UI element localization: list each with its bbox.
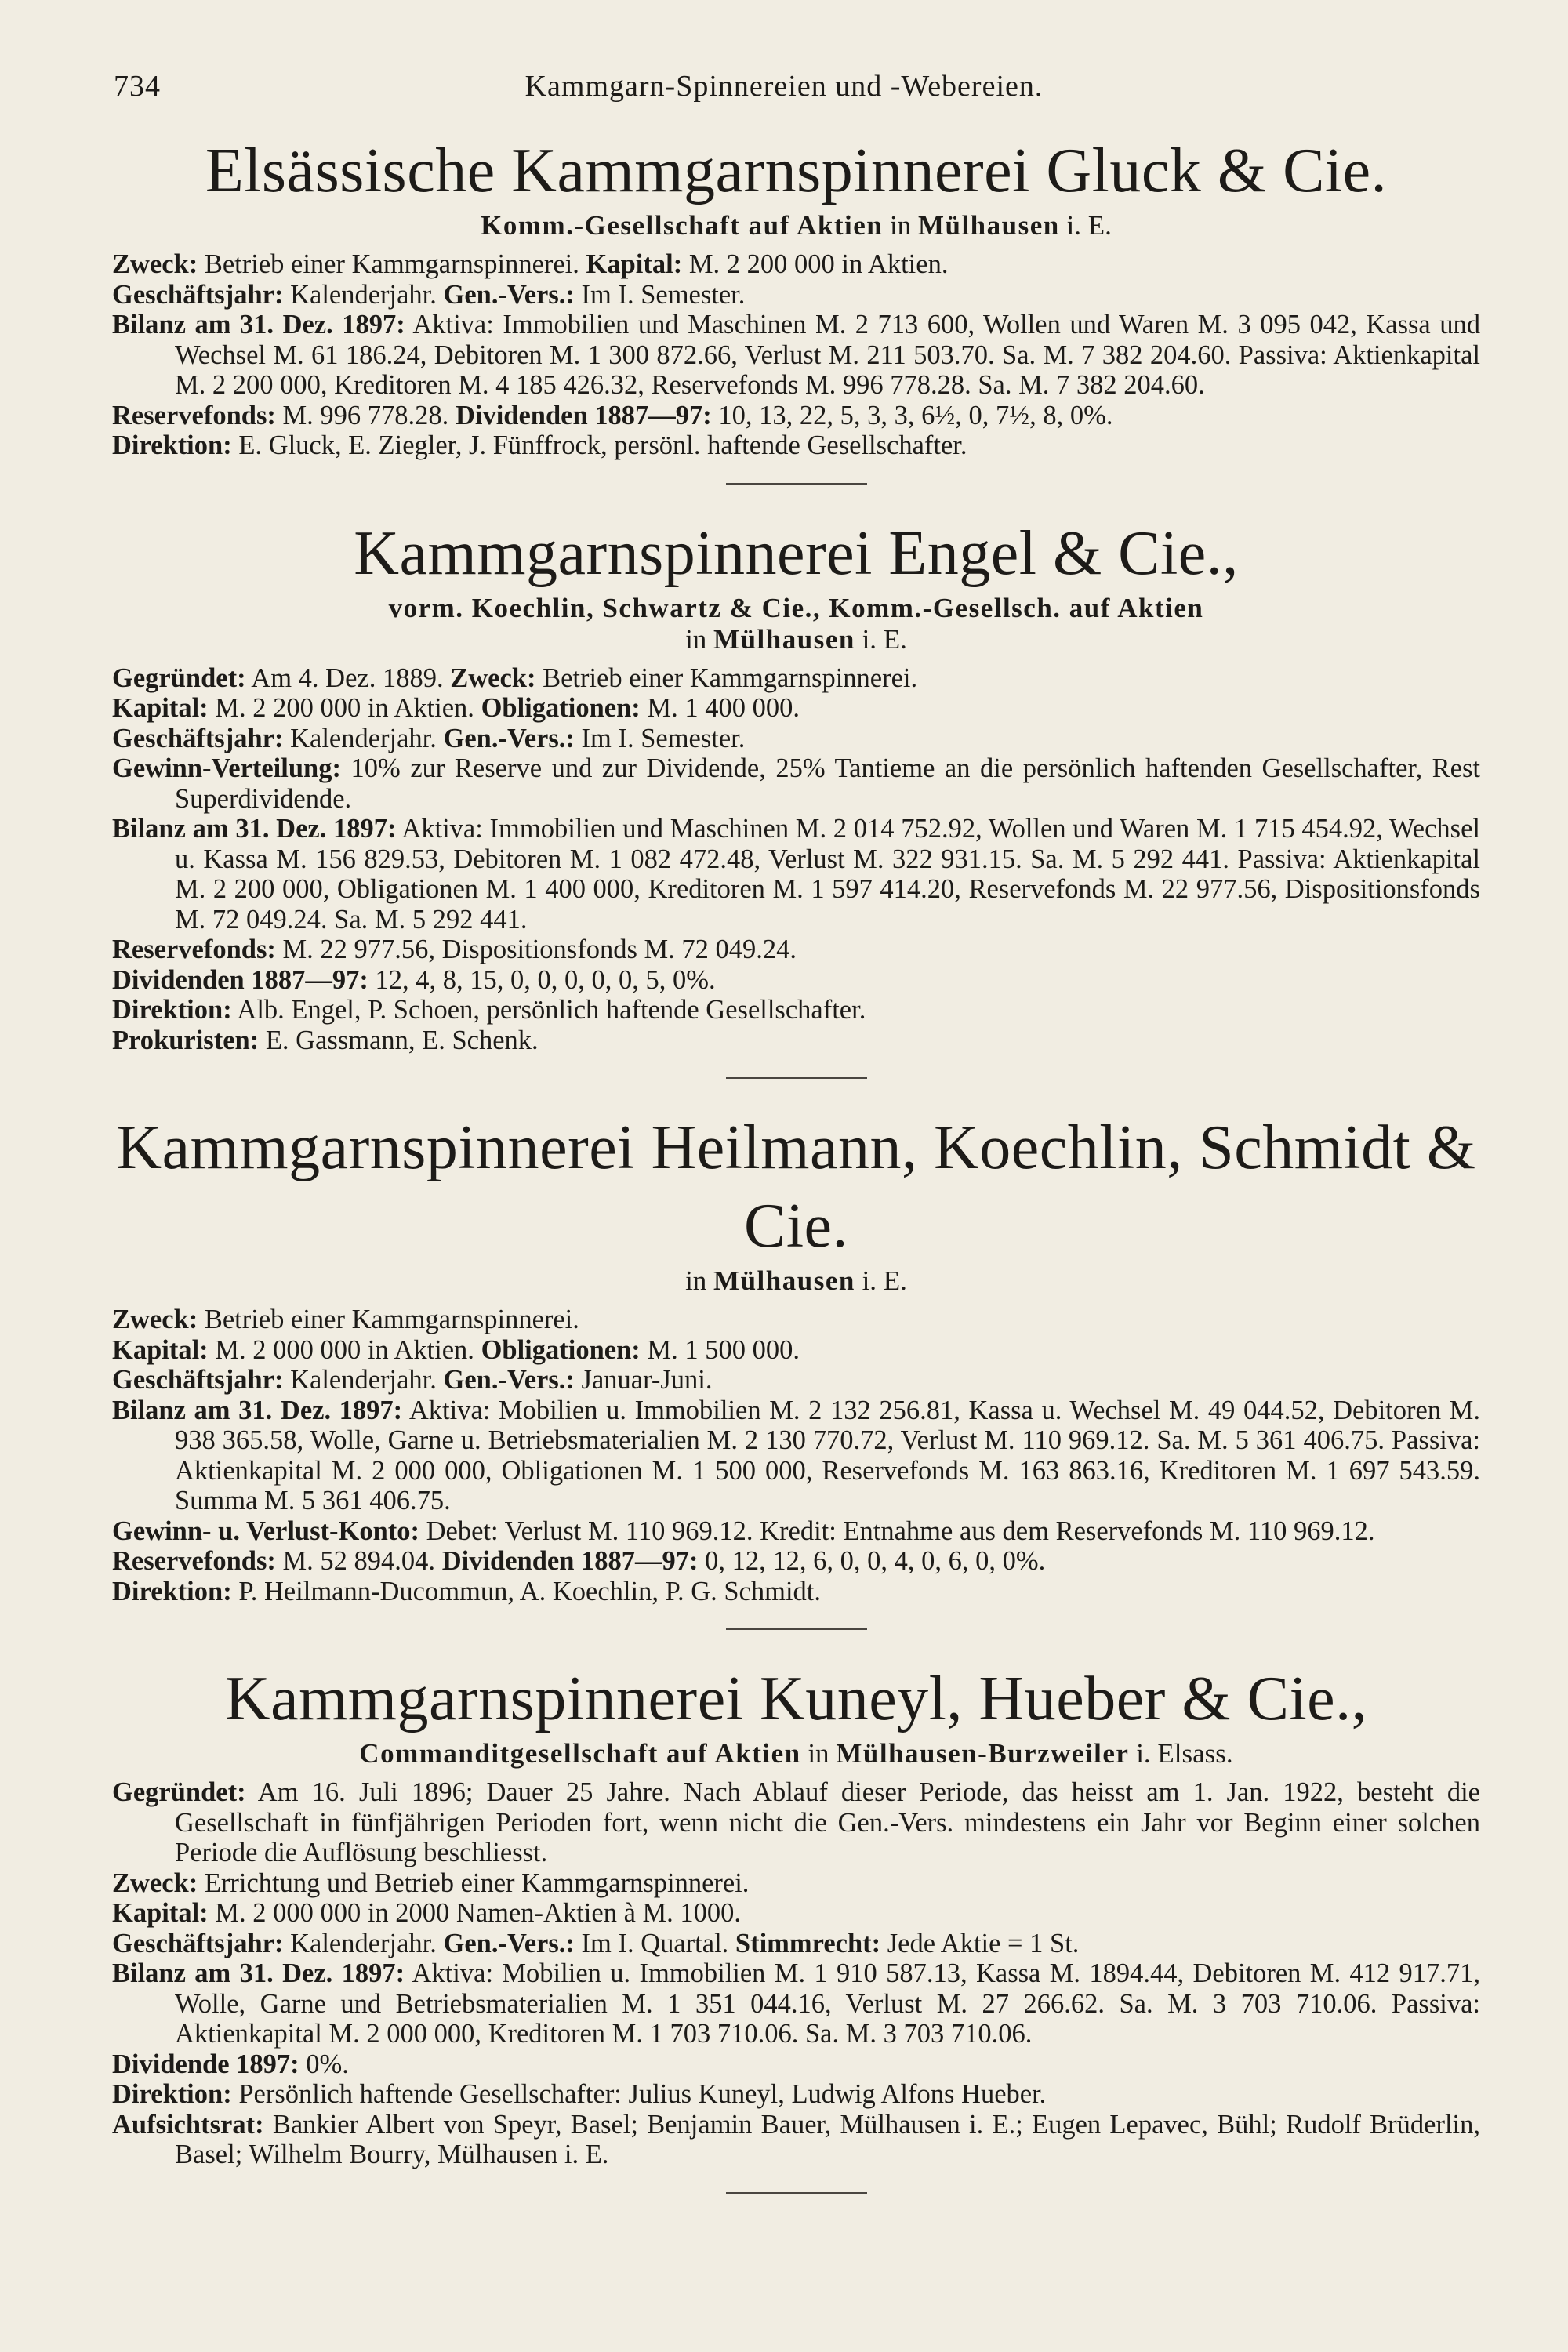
- entry-text: E. Gassmann, E. Schenk.: [259, 1025, 539, 1055]
- entry-line: [112, 1777, 1480, 1868]
- entry-list: [112, 249, 1480, 461]
- entry-label: Bilanz am 31. Dez. 1897:: [112, 1395, 403, 1425]
- entry-label: Geschäftsjahr:: [112, 1365, 284, 1395]
- company-location: Mülhausen: [917, 210, 1060, 241]
- subtitle-connector: in: [685, 623, 714, 655]
- entry-label: Direktion:: [112, 995, 232, 1025]
- entry-text: 10% zur Reserve und zur Dividende, 25% Tantieme an die persönlich haftenden Gesellschafter, Rest Superdividende.: [175, 753, 1480, 814]
- entry-label: Reservefonds:: [112, 400, 276, 430]
- entry-label: Dividenden 1887—97:: [455, 400, 712, 430]
- entry-text: 12, 4, 8, 15, 0, 0, 0, 0, 0, 5, 0%.: [368, 964, 716, 995]
- entry-label: Obligationen:: [481, 693, 641, 723]
- entry-text: Im I. Semester.: [574, 279, 746, 310]
- entry-label: Reservefonds:: [112, 1546, 276, 1576]
- entry-line: [112, 965, 1480, 996]
- entry-label: Dividenden 1887—97:: [112, 964, 368, 995]
- subtitle-tail: i. E.: [855, 623, 907, 655]
- entry-label: Geschäftsjahr:: [112, 1928, 284, 1958]
- entry-label: Prokuristen:: [112, 1025, 260, 1055]
- entry-line: [112, 1898, 1480, 1929]
- entry-label: Gegründet:: [112, 1777, 246, 1807]
- entry-line: [112, 1929, 1480, 1959]
- entry-label: Dividenden 1887—97:: [441, 1546, 699, 1576]
- entry-text: M. 2 000 000 in 2000 Namen-Aktien à M. 1000.: [208, 1898, 742, 1928]
- entry-label: Stimmrecht:: [735, 1928, 881, 1958]
- entry-list: [112, 1777, 1480, 2170]
- subtitle-tail: i. E.: [855, 1265, 907, 1296]
- subtitle-connector: in: [685, 1265, 714, 1296]
- entry-label: Direktion:: [112, 1576, 232, 1606]
- entry-line: [112, 1516, 1480, 1547]
- entry-list: [112, 1305, 1480, 1606]
- entry-label: Zweck:: [450, 662, 536, 693]
- entry-label: Bilanz am 31. Dez. 1897:: [112, 310, 405, 339]
- entry-text: M. 2 200 000 in Aktien.: [208, 693, 481, 723]
- entry-text: M. 1 400 000.: [640, 693, 800, 723]
- page-number: 734: [114, 70, 161, 103]
- entry-line: [112, 753, 1480, 814]
- entry-label: Kapital:: [112, 693, 209, 723]
- entry-label: Reservefonds:: [112, 935, 276, 964]
- entry-line: [112, 1365, 1480, 1396]
- entry-label: Dividende 1897:: [112, 2049, 299, 2079]
- company-entry: [112, 514, 1480, 1080]
- entry-line: [112, 1546, 1480, 1577]
- entry-label: Gewinn- u. Verlust-Konto:: [112, 1515, 419, 1546]
- entry-label: Gen.-Vers.:: [443, 1928, 575, 1958]
- entry-text: M. 22 977.56, Dispositionsfonds M. 72 049.24.: [275, 935, 797, 964]
- entry-label: Gen.-Vers.:: [443, 279, 575, 310]
- entry-text: Kalenderjahr.: [283, 1365, 444, 1395]
- entry-text: Aktiva: Immobilien und Maschinen M. 2 014 752.92, Wollen und Waren M. 1 715 454.92, Wechsel u. Kassa M. 156 829.53, Debitoren M. 1 082 472.48, Verlust M. 322 931.15. Sa. M. 5 292 441. Passiva: Aktienkapital M. 2 200 000, Obligationen M. 1 400 000, Kreditoren M. 1 597 414.20, Reservefonds M. 22 977.56, Dispositionsfonds M. 72 049.24. Sa. M. 5 292 441.: [175, 814, 1480, 935]
- entry-text: 0, 12, 12, 6, 0, 0, 4, 0, 6, 0, 0%.: [698, 1546, 1046, 1576]
- entry-label: Kapital:: [112, 1334, 209, 1365]
- entry-text: Betrieb einer Kammgarnspinnerei.: [198, 1305, 579, 1334]
- entry-label: Direktion:: [112, 430, 232, 460]
- entry-text: Aktiva: Mobilien u. Immobilien M. 2 132 256.81, Kassa u. Wechsel M. 49 044.52, Debitoren M. 938 365.58, Wolle, Garne u. Betriebsmaterialien M. 2 130 770.72, Verlust M. 110 969.12. Sa. M. 5 361 406.75. Passiva: Aktienkapital M. 2 000 000, Obligationen M. 1 500 000, Reservefonds M. 163 863.16, Kreditoren M. 1 697 543.59. Summa M. 5 361 406.75.: [175, 1395, 1480, 1515]
- entry-text: Aktiva: Mobilien u. Immobilien M. 1 910 587.13, Kassa M. 1894.44, Debitoren M. 412 917.71, Wolle, Garne und Betriebsmaterialien M. 1 351 044.16, Verlust M. 27 266.62. Sa. M. 3 703 710.06. Passiva: Aktienkapital M. 2 000 000, Kreditoren M. 1 703 710.06. Sa. M. 3 703 710.06.: [175, 1958, 1481, 2049]
- entry-text: M. 2 200 000 in Aktien.: [682, 249, 949, 279]
- company-entry: [112, 1109, 1480, 1630]
- running-title: Kammgarn-Spinnereien und -Webereien.: [524, 70, 1044, 103]
- entry-text: Am 16. Juli 1896; Dauer 25 Jahre. Nach Ablauf dieser Periode, das heisst am 1. Jan. 1922, besteht die Gesellschaft in fünfjährigen Perioden fort, wenn nicht die Gen.-Vers. mindestens ein Jahr vor Beginn einer solchen Periode die Auflösung beschliesst.: [175, 1777, 1480, 1867]
- entry-text: Jede Aktie = 1 St.: [880, 1928, 1080, 1958]
- entry-text: Persönlich haftende Gesellschafter: Julius Kuneyl, Ludwig Alfons Hueber.: [231, 2079, 1047, 2109]
- subtitle-tail: i. Elsass.: [1129, 1738, 1233, 1769]
- company-subtitle: [112, 593, 1480, 624]
- entry-text: Im I. Quartal.: [574, 1928, 735, 1958]
- subtitle-connector: in: [883, 210, 918, 241]
- entry-line: [112, 663, 1480, 694]
- subtitle-tail: i. E.: [1059, 210, 1112, 241]
- company-title: Kammgarnspinnerei Engel & Cie.,: [354, 518, 1239, 588]
- company-subtitle: [112, 1265, 1480, 1297]
- entry-line: [112, 1396, 1480, 1516]
- company-title: Kammgarnspinnerei Kuneyl, Hueber & Cie.,: [224, 1664, 1368, 1733]
- entry-text: Aktiva: Immobilien und Maschinen M. 2 713 600, Wollen und Waren M. 3 095 042, Kassa und Wechsel M. 61 186.24, Debitoren M. 1 300 872.66, Verlust M. 211 503.70. Sa. M. 7 382 204.60. Passiva: Aktienkapital M. 2 200 000, Kreditoren M. 4 185 426.32, Reservefonds M. 996 778.28. Sa. M. 7 382 204.60.: [175, 310, 1480, 400]
- company-location: Mülhausen-Burzweiler: [836, 1738, 1130, 1769]
- section-divider: [726, 1628, 867, 1630]
- entry-line: [112, 2079, 1480, 2110]
- company-subtitle-location: [112, 624, 1480, 655]
- entry-label: Geschäftsjahr:: [112, 723, 284, 753]
- company-location: Mülhausen: [713, 623, 855, 655]
- entry-text: Debet: Verlust M. 110 969.12. Kredit: Entnahme aus dem Reservefonds M. 110 969.12.: [419, 1515, 1375, 1546]
- entry-label: Aufsichtsrat:: [112, 2109, 264, 2140]
- section-divider: [726, 2192, 867, 2194]
- company-entry: [112, 132, 1480, 485]
- entry-text: M. 2 000 000 in Aktien.: [208, 1334, 481, 1365]
- entry-text: 0%.: [299, 2049, 349, 2079]
- entry-line: [112, 1335, 1480, 1366]
- company-form: Komm.-Gesellschaft auf Aktien: [481, 210, 884, 241]
- entry-label: Zweck:: [112, 1305, 198, 1334]
- company-form: vorm. Koechlin, Schwartz & Cie., Komm.-Gesellsch. auf Aktien: [388, 592, 1204, 623]
- entry-label: Bilanz am 31. Dez. 1897:: [112, 1958, 405, 1988]
- entry-label: Kapital:: [112, 1898, 209, 1928]
- subtitle-connector: in: [800, 1738, 837, 1769]
- company-location: Mülhausen: [713, 1265, 855, 1296]
- entry-line: [112, 2110, 1480, 2170]
- entry-text: 10, 13, 22, 5, 3, 3, 6½, 0, 7½, 8, 0%.: [711, 400, 1113, 430]
- company-title: Kammgarnspinnerei Heilmann, Koechlin, Schmidt & Cie.: [116, 1113, 1476, 1261]
- entry-list: [112, 663, 1480, 1056]
- entry-line: [112, 995, 1480, 1025]
- entry-label: Gen.-Vers.:: [443, 723, 575, 753]
- company-subtitle: [112, 210, 1480, 241]
- entry-line: [112, 430, 1480, 461]
- company-form: Commanditgesellschaft auf Aktien: [359, 1738, 801, 1769]
- entry-line: [112, 814, 1480, 935]
- entry-line: [112, 401, 1480, 431]
- entry-label: Zweck:: [112, 249, 198, 279]
- entry-text: Betrieb einer Kammgarnspinnerei.: [535, 662, 918, 693]
- entry-line: [112, 935, 1480, 965]
- entry-text: M. 52 894.04.: [275, 1546, 442, 1576]
- entry-text: Errichtung und Betrieb einer Kammgarnspinnerei.: [198, 1867, 750, 1898]
- entry-label: Zweck:: [112, 1867, 198, 1898]
- entry-text: Am 4. Dez. 1889.: [245, 662, 451, 693]
- company-title: Elsässische Kammgarnspinnerei Gluck & Cie.: [205, 136, 1388, 205]
- entry-line: [112, 249, 1480, 280]
- company-listings: [112, 132, 1480, 2223]
- entry-text: Betrieb einer Kammgarnspinnerei.: [198, 249, 586, 279]
- entry-line: [112, 2049, 1480, 2080]
- entry-line: [112, 1958, 1480, 2049]
- section-divider: [726, 1077, 867, 1079]
- entry-line: [112, 1868, 1480, 1899]
- entry-label: Kapital:: [586, 249, 683, 279]
- entry-line: [112, 310, 1480, 401]
- entry-line: [112, 693, 1480, 724]
- entry-text: M. 996 778.28.: [275, 400, 456, 430]
- entry-label: Gewinn-Verteilung:: [112, 753, 341, 783]
- entry-label: Obligationen:: [481, 1334, 641, 1365]
- entry-text: Alb. Engel, P. Schoen, persönlich haftende Gesellschafter.: [231, 995, 866, 1025]
- company-subtitle: [112, 1738, 1480, 1769]
- entry-text: Im I. Semester.: [574, 723, 746, 753]
- entry-text: Kalenderjahr.: [283, 279, 444, 310]
- entry-line: [112, 280, 1480, 310]
- entry-label: Bilanz am 31. Dez. 1897:: [112, 814, 397, 844]
- entry-text: Kalenderjahr.: [283, 1928, 444, 1958]
- entry-text: Bankier Albert von Speyr, Basel; Benjamin Bauer, Mülhausen i. E.; Eugen Lepavec, Bühl; Rudolf Brüderlin, Basel; Wilhelm Bourry, Mülhausen i. E.: [175, 2109, 1480, 2169]
- entry-line: [112, 724, 1480, 754]
- entry-line: [112, 1025, 1480, 1056]
- entry-line: [112, 1577, 1480, 1607]
- entry-line: [112, 1305, 1480, 1335]
- entry-label: Direktion:: [112, 2079, 232, 2109]
- entry-text: Januar-Juni.: [574, 1365, 713, 1395]
- entry-text: M. 1 500 000.: [640, 1334, 800, 1365]
- entry-label: Gegründet:: [112, 662, 246, 693]
- company-entry: [112, 1660, 1480, 2194]
- entry-label: Geschäftsjahr:: [112, 279, 284, 310]
- entry-text: P. Heilmann-Ducommun, A. Koechlin, P. G. Schmidt.: [231, 1576, 822, 1606]
- section-divider: [726, 483, 867, 485]
- entry-label: Gen.-Vers.:: [443, 1365, 575, 1395]
- entry-text: Kalenderjahr.: [283, 723, 444, 753]
- entry-text: E. Gluck, E. Ziegler, J. Fünffrock, persönl. haftende Gesellschafter.: [231, 430, 967, 460]
